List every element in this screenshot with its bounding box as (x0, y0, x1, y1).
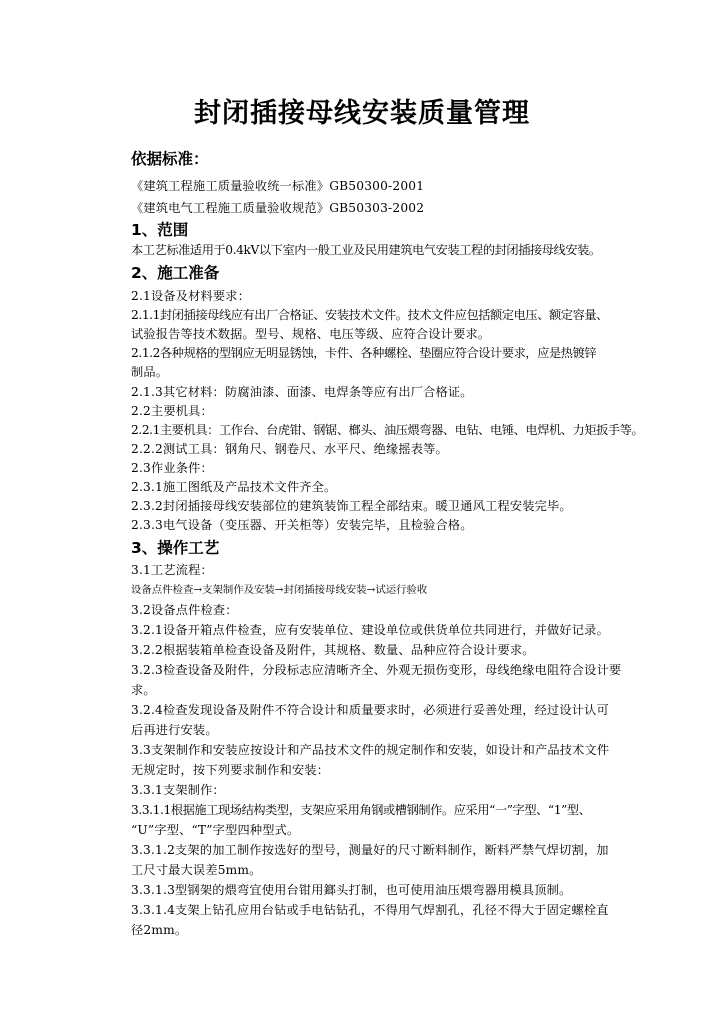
standards-heading: 依据标准： (131, 150, 209, 168)
paragraph-line: 2.3.3电气设备（变压器、开关柜等）安装完毕，且检验合格。 (131, 518, 473, 532)
paragraph-line: “U”字型、“T”字型四种型式。 (131, 823, 300, 837)
paragraph-line: 3.2.4检查发现设备及附件不符合设计和质量要求时，必须进行妥善处理，经过设计认可 (131, 703, 609, 717)
paragraph-line: 3.3支架制作和安装应按设计和产品技术文件的规定制作和安装，如设计和产品技术文件 (131, 743, 610, 757)
paragraph-line: 本工艺标准适用于0.4kV以下室内一般工业及民用建筑电气安装工程的封闭插接母线安装。 (131, 243, 601, 257)
section-heading-operation: 3、操作工艺 (131, 539, 220, 557)
paragraph-line: 3.1工艺流程： (131, 563, 213, 577)
paragraph-line: 后再进行安装。 (131, 723, 218, 737)
document-title: 封闭插接母线安装质量管理 (194, 98, 530, 129)
paragraph-line: 2.1.3其它材料：防腐油漆、面漆、电焊条等应有出厂合格证。 (131, 385, 473, 399)
paragraph-line: 3.3.1支架制作： (131, 783, 225, 797)
paragraph-line: 工尺寸最大误差5mm。 (131, 863, 262, 877)
section-heading-scope: 1、范围 (131, 221, 189, 239)
paragraph-line: 3.3.1.4支架上钻孔应用台钻或手电钻钻孔，不得用气焊割孔，孔径不得大于固定螺栓直 (131, 903, 609, 917)
paragraph-line: 3.2.2根据装箱单检查设备及附件，其规格、数量、品种应符合设计要求。 (131, 643, 535, 657)
paragraph-line: 2.1.1封闭插接母线应有出厂合格证、安装技术文件。技术文件应包括额定电压、额定容量、 (131, 308, 608, 322)
paragraph-line: 径2mm。 (131, 923, 188, 937)
paragraph-line: 3.2.3检查设备及附件，分段标志应清晰齐全、外观无损伤变形，母线绝缘电阻符合设计要 (131, 663, 622, 677)
paragraph-line: 2.3.1施工图纸及产品技术文件齐全。 (131, 480, 337, 494)
paragraph-line: 3.2设备点件检查： (131, 603, 238, 617)
paragraph-line: 求。 (131, 683, 156, 697)
paragraph-line: 2.3作业条件： (131, 461, 213, 475)
section-heading-preparation: 2、施工准备 (131, 264, 220, 282)
paragraph-line: 试验报告等技术数据。型号、规格、电压等级、应符合设计要求。 (131, 327, 491, 341)
paragraph-line: 2.2主要机具： (131, 404, 213, 418)
paragraph-line: 2.3.2封闭插接母线安装部位的建筑装饰工程全部结束。暖卫通风工程安装完毕。 (131, 499, 572, 513)
paragraph-line: 3.3.1.3型钢架的煨弯宜使用台钳用鎯头打制，也可使用油压煨弯器用模具顶制。 (131, 883, 572, 897)
standard-reference: 《建筑工程施工质量验收统一标准》GB50300-2001 (131, 179, 425, 193)
paragraph-line: 2.1.2各种规格的型钢应无明显锈蚀，卡件、各种螺栓、垫圈应符合设计要求，应是热镀锌 (131, 346, 597, 360)
paragraph-line: 2.2.1主要机具：工作台、台虎钳、钢锯、榔头、油压煨弯器、电钻、电锤、电焊机、力矩扳手等。 (131, 423, 644, 437)
paragraph-line: 2.1设备及材料要求： (131, 289, 251, 303)
paragraph-line: 2.2.2测试工具：钢角尺、钢卷尺、水平尺、绝缘摇表等。 (131, 442, 448, 456)
standard-reference: 《建筑电气工程施工质量验收规范》GB50303-2002 (131, 201, 425, 215)
paragraph-line: 无规定时，按下列要求制作和安装： (131, 763, 330, 777)
paragraph-line: 3.2.1设备开箱点件检查，应有安装单位、建设单位或供货单位共同进行，并做好记录。 (131, 623, 609, 637)
paragraph-line: 制品。 (131, 365, 169, 379)
paragraph-line: 3.3.1.1根据施工现场结构类型，支架应采用角钢或槽钢制作。应采用“一”字型、“1”型、 (131, 803, 591, 817)
process-flow: 设备点件检查→支架制作及安装→封闭插接母线安装→试运行验收 (131, 584, 428, 596)
paragraph-line: 3.3.1.2支架的加工制作按选好的型号，测量好的尺寸断料制作，断料严禁气焊切割，加 (131, 843, 609, 857)
